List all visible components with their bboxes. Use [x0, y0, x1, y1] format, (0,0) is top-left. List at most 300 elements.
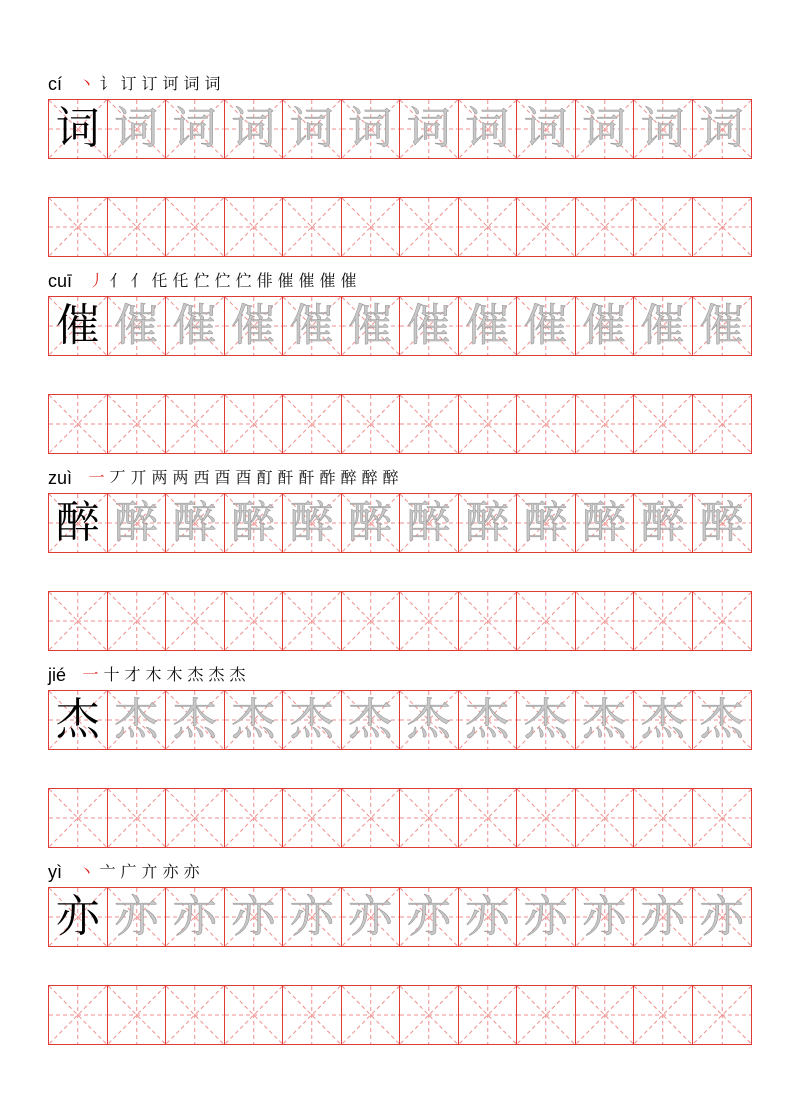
practice-cell [49, 100, 108, 158]
practice-cell [634, 888, 693, 946]
practice-cell [283, 297, 342, 355]
practice-cell[interactable] [283, 592, 342, 650]
practice-cell[interactable] [166, 789, 225, 847]
trace-character: 醉 [582, 497, 627, 548]
stroke-step: 催 [319, 271, 336, 290]
practice-cell [342, 888, 401, 946]
character-section [0, 659, 800, 849]
stroke-step: 词 [183, 74, 200, 93]
trace-character: 词 [348, 103, 393, 154]
character-section [0, 68, 800, 258]
practice-cell [108, 888, 167, 946]
mizige-guides [634, 592, 692, 650]
trace-character: 催 [289, 300, 334, 351]
practice-cell [49, 494, 108, 552]
practice-cell [225, 494, 284, 552]
practice-cell[interactable] [108, 789, 167, 847]
practice-cell [459, 888, 518, 946]
tracing-row [48, 99, 752, 159]
practice-cell[interactable] [342, 592, 401, 650]
stroke-step: 酊 [256, 468, 273, 487]
mizige-guides [283, 592, 341, 650]
model-character: 词 [55, 103, 100, 154]
trace-character: 杰 [640, 694, 685, 745]
trace-character: 催 [348, 300, 393, 351]
stroke-step: 亻 [130, 271, 147, 290]
trace-character: 醉 [289, 497, 334, 548]
practice-cell[interactable] [400, 198, 459, 256]
stroke-step: 订 [120, 74, 137, 93]
mizige-guides [108, 395, 166, 453]
model-character: 亦 [55, 891, 100, 942]
mizige-guides [459, 592, 517, 650]
practice-cell[interactable] [517, 198, 576, 256]
stroke-step: 酢 [319, 468, 336, 487]
stroke-step: 杰 [229, 665, 246, 684]
practice-cell[interactable] [693, 395, 752, 453]
stroke-step: 西 [193, 468, 210, 487]
trace-character: 杰 [523, 694, 568, 745]
practice-cell[interactable] [400, 986, 459, 1044]
mizige-guides [576, 789, 634, 847]
practice-cell[interactable] [459, 789, 518, 847]
tracing-row [48, 296, 752, 356]
mizige-guides [283, 395, 341, 453]
mizige-guides [342, 789, 400, 847]
practice-cell[interactable] [225, 986, 284, 1044]
stroke-step: 丶 [78, 74, 95, 93]
stroke-step: 诃 [162, 74, 179, 93]
trace-character: 亦 [640, 891, 685, 942]
tracing-row [48, 690, 752, 750]
practice-cell [576, 297, 635, 355]
trace-character: 亦 [699, 891, 744, 942]
mizige-guides [693, 986, 752, 1044]
mizige-guides [400, 789, 458, 847]
practice-cell [166, 494, 225, 552]
mizige-guides [225, 592, 283, 650]
practice-cell [634, 100, 693, 158]
trace-character: 杰 [348, 694, 393, 745]
practice-cell [166, 691, 225, 749]
trace-character: 杰 [114, 694, 159, 745]
trace-character: 杰 [231, 694, 276, 745]
trace-character: 催 [172, 300, 217, 351]
practice-cell[interactable] [634, 592, 693, 650]
practice-cell[interactable] [49, 395, 108, 453]
stroke-step: 仛 [151, 271, 168, 290]
practice-cell[interactable] [49, 789, 108, 847]
practice-cell [342, 100, 401, 158]
practice-cell [283, 888, 342, 946]
practice-cell[interactable] [166, 395, 225, 453]
stroke-step: 醉 [340, 468, 357, 487]
practice-cell[interactable] [400, 592, 459, 650]
mizige-guides [49, 789, 107, 847]
mizige-guides [459, 789, 517, 847]
mizige-guides [49, 395, 107, 453]
practice-cell [400, 494, 459, 552]
mizige-guides [342, 986, 400, 1044]
mizige-guides [517, 395, 575, 453]
mizige-guides [459, 986, 517, 1044]
practice-cell[interactable] [49, 592, 108, 650]
practice-cell[interactable] [517, 986, 576, 1044]
practice-cell[interactable] [283, 986, 342, 1044]
trace-character: 词 [289, 103, 334, 154]
trace-character: 催 [114, 300, 159, 351]
trace-character: 词 [231, 103, 276, 154]
stroke-step: 丆 [109, 468, 126, 487]
trace-character: 催 [406, 300, 451, 351]
practice-cell[interactable] [225, 198, 284, 256]
trace-character: 杰 [172, 694, 217, 745]
trace-character: 杰 [582, 694, 627, 745]
trace-character: 杰 [699, 694, 744, 745]
stroke-step: 亦 [162, 862, 179, 881]
practice-cell [517, 297, 576, 355]
trace-character: 醉 [172, 497, 217, 548]
practice-cell [459, 297, 518, 355]
stroke-order [80, 665, 248, 685]
practice-cell [400, 691, 459, 749]
practice-cell [342, 691, 401, 749]
character-section [0, 462, 800, 652]
trace-character: 亦 [172, 891, 217, 942]
stroke-step: 伫 [235, 271, 252, 290]
trace-character: 醉 [699, 497, 744, 548]
trace-character: 亦 [406, 891, 451, 942]
trace-character: 杰 [289, 694, 334, 745]
mizige-guides [634, 395, 692, 453]
practice-cell[interactable] [576, 198, 635, 256]
practice-cell [517, 100, 576, 158]
practice-cell [225, 297, 284, 355]
stroke-step: 木 [145, 665, 162, 684]
stroke-step: 伫 [193, 271, 210, 290]
practice-cell [517, 888, 576, 946]
pinyin-label: zuì [48, 468, 73, 488]
mizige-guides [225, 986, 283, 1044]
practice-cell [693, 691, 752, 749]
practice-cell [225, 100, 284, 158]
stroke-step: 两 [172, 468, 189, 487]
stroke-step: 十 [103, 665, 120, 684]
practice-cell[interactable] [166, 592, 225, 650]
practice-cell[interactable] [634, 789, 693, 847]
trace-character: 亦 [289, 891, 334, 942]
practice-cell [459, 100, 518, 158]
practice-cell[interactable] [108, 198, 167, 256]
practice-cell[interactable] [517, 395, 576, 453]
practice-cell[interactable] [634, 198, 693, 256]
practice-cell [283, 691, 342, 749]
practice-cell [166, 297, 225, 355]
trace-character: 词 [465, 103, 510, 154]
mizige-guides [517, 592, 575, 650]
stroke-step: 醉 [361, 468, 378, 487]
mizige-guides [166, 986, 224, 1044]
practice-cell[interactable] [576, 986, 635, 1044]
practice-cell[interactable] [166, 198, 225, 256]
stroke-step: 讠 [99, 74, 116, 93]
practice-cell[interactable] [49, 198, 108, 256]
mizige-guides [49, 198, 107, 256]
practice-cell [108, 100, 167, 158]
practice-cell[interactable] [400, 789, 459, 847]
mizige-guides [576, 986, 634, 1044]
mizige-guides [576, 592, 634, 650]
stroke-step: 催 [277, 271, 294, 290]
mizige-guides [693, 789, 752, 847]
practice-cell [693, 888, 752, 946]
pinyin-label: cuī [48, 271, 73, 291]
mizige-guides [225, 198, 283, 256]
stroke-step: 丿 [88, 271, 105, 290]
trace-character: 催 [699, 300, 744, 351]
practice-cell [576, 494, 635, 552]
practice-cell [283, 494, 342, 552]
practice-cell[interactable] [693, 986, 752, 1044]
stroke-step: 亻 [109, 271, 126, 290]
mizige-guides [517, 789, 575, 847]
practice-cell[interactable] [342, 789, 401, 847]
trace-character: 催 [523, 300, 568, 351]
stroke-step: 一 [82, 665, 99, 684]
mizige-guides [693, 198, 752, 256]
stroke-step: 才 [124, 665, 141, 684]
trace-character: 醉 [406, 497, 451, 548]
trace-character: 醉 [114, 497, 159, 548]
trace-character: 亦 [231, 891, 276, 942]
mizige-guides [342, 198, 400, 256]
practice-cell [108, 691, 167, 749]
practice-cell [517, 494, 576, 552]
stroke-step: 酉 [214, 468, 231, 487]
stroke-step: 亦 [183, 862, 200, 881]
tracing-row [48, 493, 752, 553]
practice-cell[interactable] [49, 986, 108, 1044]
stroke-step: 词 [204, 74, 221, 93]
practice-cell[interactable] [225, 592, 284, 650]
mizige-guides [108, 198, 166, 256]
practice-cell[interactable] [693, 789, 752, 847]
mizige-guides [517, 986, 575, 1044]
practice-cell[interactable] [283, 789, 342, 847]
mizige-guides [342, 592, 400, 650]
trace-character: 词 [172, 103, 217, 154]
trace-character: 词 [406, 103, 451, 154]
practice-cell[interactable] [693, 592, 752, 650]
mizige-guides [49, 986, 107, 1044]
practice-cell [108, 297, 167, 355]
trace-character: 催 [465, 300, 510, 351]
practice-cell [459, 494, 518, 552]
practice-cell [166, 888, 225, 946]
practice-cell[interactable] [108, 986, 167, 1044]
practice-cell [342, 494, 401, 552]
practice-cell[interactable] [283, 395, 342, 453]
practice-cell[interactable] [400, 395, 459, 453]
stroke-step: 催 [298, 271, 315, 290]
trace-character: 词 [640, 103, 685, 154]
practice-cell[interactable] [576, 592, 635, 650]
practice-cell [49, 691, 108, 749]
practice-cell [576, 888, 635, 946]
practice-cell [693, 494, 752, 552]
mizige-guides [283, 198, 341, 256]
practice-cell[interactable] [283, 198, 342, 256]
practice-cell[interactable] [576, 789, 635, 847]
stroke-order [76, 862, 202, 882]
practice-cell [400, 888, 459, 946]
character-header [48, 462, 401, 488]
practice-cell[interactable] [459, 592, 518, 650]
trace-character: 亦 [523, 891, 568, 942]
mizige-guides [283, 789, 341, 847]
mizige-guides [576, 395, 634, 453]
mizige-guides [634, 789, 692, 847]
mizige-guides [459, 198, 517, 256]
mizige-guides [283, 986, 341, 1044]
pinyin-label: jié [48, 665, 67, 685]
stroke-step: 酉 [235, 468, 252, 487]
pinyin-label: yì [48, 862, 63, 882]
stroke-step: 一 [88, 468, 105, 487]
character-header [48, 68, 223, 94]
practice-cell [166, 100, 225, 158]
practice-cell[interactable] [459, 198, 518, 256]
character-header [48, 659, 248, 685]
practice-cell [49, 888, 108, 946]
trace-character: 亦 [114, 891, 159, 942]
trace-character: 亦 [348, 891, 393, 942]
mizige-guides [342, 395, 400, 453]
practice-cell [400, 297, 459, 355]
blank-practice-row [48, 788, 752, 848]
stroke-step: 亠 [99, 862, 116, 881]
mizige-guides [166, 592, 224, 650]
practice-cell[interactable] [693, 198, 752, 256]
practice-cell[interactable] [634, 395, 693, 453]
mizige-guides [225, 789, 283, 847]
character-section [0, 856, 800, 1046]
mizige-guides [517, 198, 575, 256]
trace-character: 亦 [465, 891, 510, 942]
trace-character: 醉 [640, 497, 685, 548]
mizige-guides [576, 198, 634, 256]
blank-practice-row [48, 591, 752, 651]
practice-cell [693, 100, 752, 158]
stroke-step: 催 [340, 271, 357, 290]
character-header [48, 856, 202, 882]
practice-cell[interactable] [576, 395, 635, 453]
practice-cell[interactable] [225, 395, 284, 453]
trace-character: 催 [231, 300, 276, 351]
practice-cell [283, 100, 342, 158]
trace-character: 醉 [465, 497, 510, 548]
practice-cell[interactable] [342, 395, 401, 453]
practice-cell[interactable] [517, 789, 576, 847]
practice-cell [49, 297, 108, 355]
mizige-guides [225, 395, 283, 453]
mizige-guides [108, 986, 166, 1044]
blank-practice-row [48, 985, 752, 1045]
practice-cell[interactable] [634, 986, 693, 1044]
stroke-step: 仛 [172, 271, 189, 290]
practice-cell [693, 297, 752, 355]
stroke-step: 广 [120, 862, 137, 881]
practice-cell [634, 297, 693, 355]
stroke-step: 酐 [298, 468, 315, 487]
practice-cell[interactable] [108, 395, 167, 453]
trace-character: 杰 [406, 694, 451, 745]
stroke-order [86, 271, 359, 291]
mizige-guides [693, 395, 752, 453]
mizige-guides [108, 592, 166, 650]
practice-cell [576, 100, 635, 158]
practice-cell[interactable] [459, 395, 518, 453]
practice-cell[interactable] [517, 592, 576, 650]
trace-character: 醉 [348, 497, 393, 548]
practice-cell[interactable] [225, 789, 284, 847]
stroke-step: 两 [151, 468, 168, 487]
practice-cell [459, 691, 518, 749]
stroke-step: 伫 [214, 271, 231, 290]
practice-cell[interactable] [166, 986, 225, 1044]
practice-cell [517, 691, 576, 749]
practice-cell[interactable] [459, 986, 518, 1044]
character-section [0, 265, 800, 455]
mizige-guides [400, 986, 458, 1044]
stroke-step: 杰 [208, 665, 225, 684]
stroke-step: 俳 [256, 271, 273, 290]
trace-character: 词 [523, 103, 568, 154]
stroke-order [86, 468, 401, 488]
practice-cell [576, 691, 635, 749]
mizige-guides [166, 395, 224, 453]
trace-character: 催 [640, 300, 685, 351]
blank-practice-row [48, 197, 752, 257]
trace-character: 词 [114, 103, 159, 154]
mizige-guides [400, 592, 458, 650]
model-character: 醉 [55, 497, 100, 548]
practice-cell[interactable] [342, 986, 401, 1044]
mizige-guides [49, 592, 107, 650]
trace-character: 杰 [465, 694, 510, 745]
stroke-step: 丶 [78, 862, 95, 881]
model-character: 杰 [55, 694, 100, 745]
mizige-guides [634, 198, 692, 256]
practice-cell [108, 494, 167, 552]
mizige-guides [634, 986, 692, 1044]
practice-cell[interactable] [108, 592, 167, 650]
stroke-step: 酐 [277, 468, 294, 487]
mizige-guides [400, 198, 458, 256]
practice-cell [634, 691, 693, 749]
stroke-step: 醉 [382, 468, 399, 487]
blank-practice-row [48, 394, 752, 454]
practice-cell[interactable] [342, 198, 401, 256]
practice-cell [400, 100, 459, 158]
practice-cell [634, 494, 693, 552]
stroke-step: 杰 [187, 665, 204, 684]
stroke-step: 订 [141, 74, 158, 93]
mizige-guides [166, 789, 224, 847]
trace-character: 催 [582, 300, 627, 351]
stroke-order [76, 74, 223, 94]
trace-character: 词 [582, 103, 627, 154]
